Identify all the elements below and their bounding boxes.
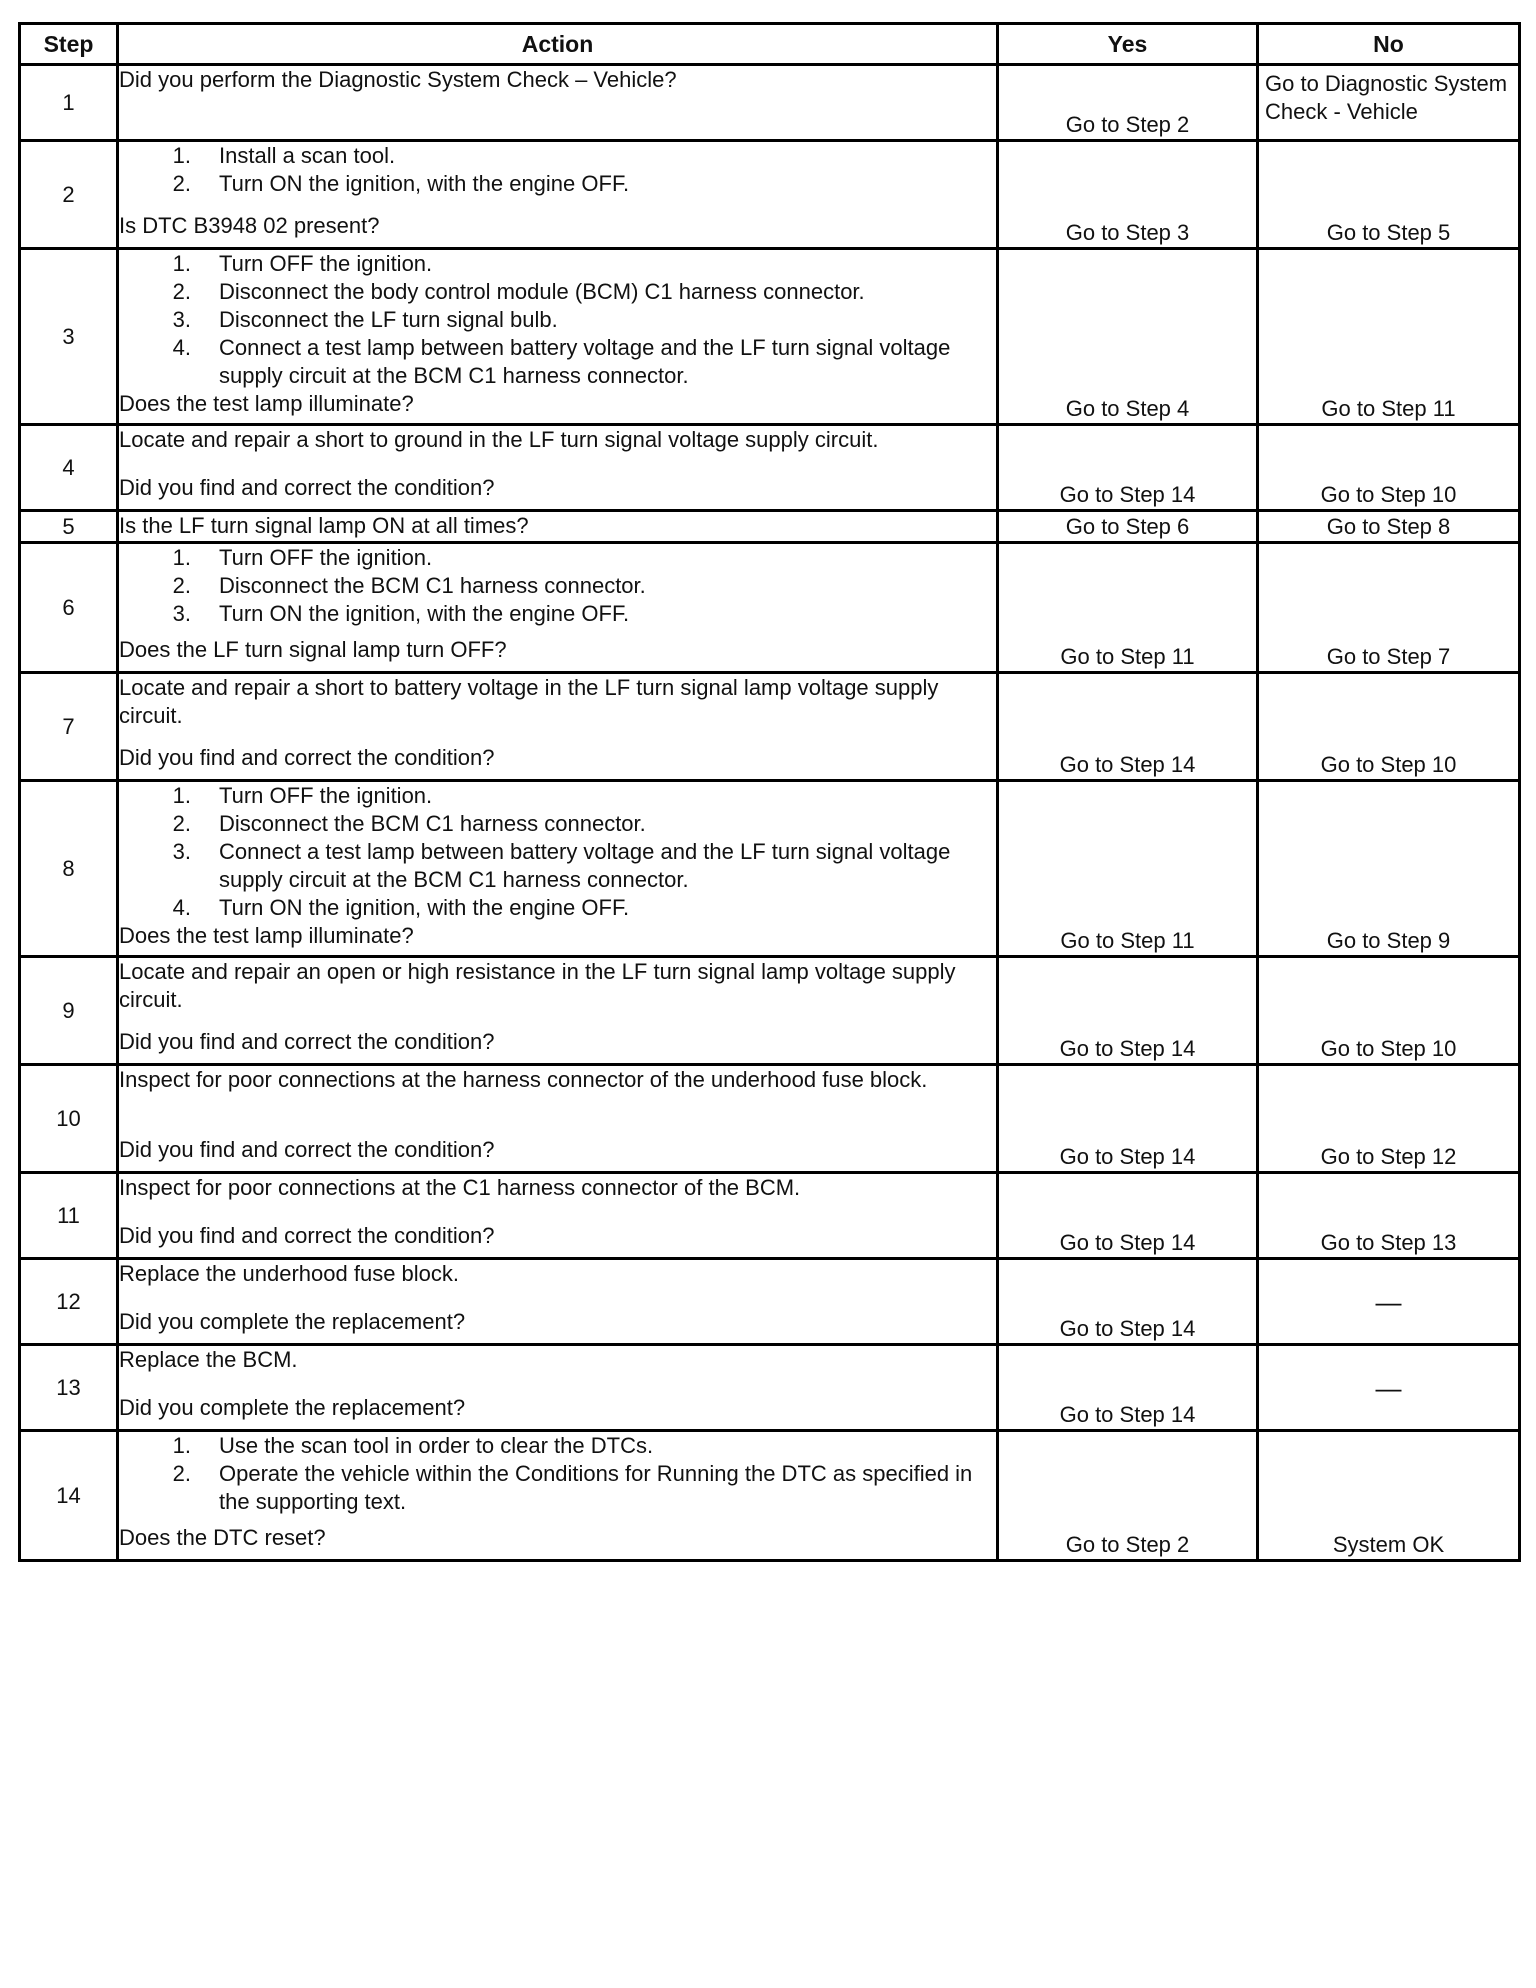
- instruction-text: Turn ON the ignition, with the engine OFF.: [219, 895, 630, 920]
- yes-result: Go to Step 4: [998, 249, 1258, 425]
- yes-result: Go to Step 11: [998, 543, 1258, 673]
- instruction-number: 1.: [172, 143, 191, 168]
- step-number: 2: [20, 141, 118, 249]
- action-content: [119, 1260, 996, 1336]
- no-result: Go to Step 11: [1258, 249, 1520, 425]
- table-row: [20, 425, 1520, 511]
- action-cell: [118, 781, 998, 957]
- action-content: [119, 142, 996, 240]
- instruction-number: 3.: [172, 839, 191, 864]
- instruction-number: 2.: [172, 573, 191, 598]
- action-question: Did you find and correct the condition?: [119, 1223, 495, 1248]
- instruction-item: [119, 170, 996, 198]
- action-content: [119, 1066, 996, 1164]
- no-result: Go to Step 13: [1258, 1173, 1520, 1259]
- yes-result: Go to Step 2: [998, 65, 1258, 141]
- action-instructions: [119, 782, 996, 922]
- instruction-text: Install a scan tool.: [219, 143, 396, 168]
- no-result: System OK: [1258, 1431, 1520, 1561]
- action-instructions: [119, 426, 996, 454]
- instruction-list: [119, 782, 996, 922]
- instruction-number: 2.: [172, 811, 191, 836]
- step-number: 7: [20, 673, 118, 781]
- action-instructions: [119, 250, 996, 390]
- action-instructions: [119, 1260, 996, 1288]
- action-content: [119, 512, 996, 538]
- yes-result: Go to Step 14: [998, 957, 1258, 1065]
- instruction-number: 3.: [172, 307, 191, 332]
- instruction-number: 2.: [172, 171, 191, 196]
- yes-result: Go to Step 14: [998, 1259, 1258, 1345]
- action-content: [119, 426, 996, 502]
- step-number: 11: [20, 1173, 118, 1259]
- step-number: 13: [20, 1345, 118, 1431]
- no-result: Go to Step 12: [1258, 1065, 1520, 1173]
- instruction-item: [119, 544, 996, 572]
- table-row: [20, 1065, 1520, 1173]
- instruction-text: Disconnect the body control module (BCM) C1 harness connector.: [219, 279, 865, 304]
- step-number: 10: [20, 1065, 118, 1173]
- action-question: Did you find and correct the condition?: [119, 475, 495, 500]
- table-row: [20, 511, 1520, 543]
- header-row: [20, 24, 1520, 65]
- header-no: No: [1258, 24, 1520, 65]
- action-question: Did you find and correct the condition?: [119, 1029, 495, 1054]
- instruction-text: Turn ON the ignition, with the engine OFF.: [219, 171, 630, 196]
- action-cell: [118, 511, 998, 543]
- instruction-list: [119, 250, 996, 390]
- action-instructions: [119, 674, 996, 730]
- action-instructions: [119, 958, 996, 1014]
- action-instructions: [119, 1066, 996, 1094]
- step-number: 1: [20, 65, 118, 141]
- action-instructions: [119, 1346, 996, 1374]
- action-content: [119, 66, 996, 132]
- table-row: [20, 1431, 1520, 1561]
- action-question: Is DTC B3948 02 present?: [119, 213, 380, 238]
- action-content: [119, 544, 996, 664]
- yes-result: Go to Step 14: [998, 1345, 1258, 1431]
- header-step: Step: [20, 24, 118, 65]
- action-question: Did you find and correct the condition?: [119, 745, 495, 770]
- instruction-item: [119, 250, 996, 278]
- action-instructions: [119, 1174, 996, 1202]
- table-row: [20, 249, 1520, 425]
- action-question: Did you complete the replacement?: [119, 1309, 466, 1334]
- instruction-item: [119, 1460, 996, 1516]
- table-row: [20, 781, 1520, 957]
- action-question: Does the LF turn signal lamp turn OFF?: [119, 637, 507, 662]
- action-question: Does the DTC reset?: [119, 1525, 326, 1550]
- action-text: Did you perform the Diagnostic System Check – Vehicle?: [119, 67, 677, 92]
- instruction-number: 3.: [172, 601, 191, 626]
- instruction-text: Disconnect the LF turn signal bulb.: [219, 307, 558, 332]
- no-result: Go to Diagnostic System Check - Vehicle: [1258, 65, 1520, 141]
- yes-result: Go to Step 6: [998, 511, 1258, 543]
- step-number: 12: [20, 1259, 118, 1345]
- instruction-item: [119, 142, 996, 170]
- step-number: 3: [20, 249, 118, 425]
- instruction-number: 2.: [172, 1461, 191, 1486]
- action-cell: [118, 1431, 998, 1561]
- instruction-text: Disconnect the BCM C1 harness connector.: [219, 573, 646, 598]
- table-row: [20, 957, 1520, 1065]
- action-text: Locate and repair a short to ground in the LF turn signal voltage supply circuit.: [119, 427, 879, 452]
- yes-result: Go to Step 3: [998, 141, 1258, 249]
- instruction-item: [119, 894, 996, 922]
- action-content: [119, 782, 996, 948]
- yes-result: Go to Step 14: [998, 425, 1258, 511]
- action-cell: [118, 249, 998, 425]
- instruction-text: Connect a test lamp between battery voltage and the LF turn signal voltage supply circuit at the BCM C1 harness connector.: [219, 335, 951, 388]
- action-content: [119, 1432, 996, 1552]
- step-number: 5: [20, 511, 118, 543]
- action-question: Does the test lamp illuminate?: [119, 391, 414, 416]
- instruction-text: Turn OFF the ignition.: [219, 251, 433, 276]
- instruction-item: [119, 334, 996, 390]
- action-cell: [118, 141, 998, 249]
- instruction-item: [119, 572, 996, 600]
- instruction-item: [119, 838, 996, 894]
- diagnostic-table: [18, 22, 1521, 1562]
- action-cell: [118, 1173, 998, 1259]
- table-body: [20, 65, 1520, 1561]
- instruction-number: 4.: [172, 335, 191, 360]
- instruction-text: Connect a test lamp between battery voltage and the LF turn signal voltage supply circuit at the BCM C1 harness connector.: [219, 839, 951, 892]
- yes-result: Go to Step 2: [998, 1431, 1258, 1561]
- action-cell: [118, 957, 998, 1065]
- step-number: 9: [20, 957, 118, 1065]
- no-result: Go to Step 5: [1258, 141, 1520, 249]
- table-row: [20, 1345, 1520, 1431]
- action-content: [119, 674, 996, 772]
- instruction-number: 1.: [172, 545, 191, 570]
- action-text: Inspect for poor connections at the C1 harness connector of the BCM.: [119, 1175, 801, 1200]
- instruction-list: [119, 1432, 996, 1516]
- instruction-number: 4.: [172, 895, 191, 920]
- no-result: Go to Step 9: [1258, 781, 1520, 957]
- no-result: —: [1258, 1345, 1520, 1431]
- yes-result: Go to Step 14: [998, 673, 1258, 781]
- instruction-text: Disconnect the BCM C1 harness connector.: [219, 811, 646, 836]
- instruction-list: [119, 142, 996, 198]
- action-cell: [118, 673, 998, 781]
- action-instructions: [119, 142, 996, 198]
- yes-result: Go to Step 11: [998, 781, 1258, 957]
- header-action: Action: [118, 24, 998, 65]
- instruction-item: [119, 1432, 996, 1460]
- instruction-item: [119, 782, 996, 810]
- action-question: Did you find and correct the condition?: [119, 1137, 495, 1162]
- instruction-text: Operate the vehicle within the Conditions for Running the DTC as specified in the supporting text.: [219, 1461, 973, 1514]
- step-number: 8: [20, 781, 118, 957]
- action-instructions: [119, 66, 996, 94]
- instruction-number: 2.: [172, 279, 191, 304]
- action-cell: [118, 425, 998, 511]
- instruction-list: [119, 544, 996, 628]
- instruction-number: 1.: [172, 783, 191, 808]
- action-content: [119, 958, 996, 1056]
- action-content: [119, 1174, 996, 1250]
- table-row: [20, 1259, 1520, 1345]
- no-result: —: [1258, 1259, 1520, 1345]
- no-result: Go to Step 10: [1258, 673, 1520, 781]
- header-yes: Yes: [998, 24, 1258, 65]
- action-question: Did you complete the replacement?: [119, 1395, 466, 1420]
- instruction-number: 1.: [172, 1433, 191, 1458]
- action-question: Does the test lamp illuminate?: [119, 923, 414, 948]
- action-text: Inspect for poor connections at the harness connector of the underhood fuse block.: [119, 1067, 928, 1092]
- action-text: Locate and repair an open or high resistance in the LF turn signal lamp voltage supply circuit.: [119, 959, 956, 1012]
- action-text: Replace the BCM.: [119, 1347, 298, 1372]
- instruction-item: [119, 600, 996, 628]
- action-cell: [118, 1259, 998, 1345]
- table-row: [20, 543, 1520, 673]
- action-text: Replace the underhood fuse block.: [119, 1261, 460, 1286]
- yes-result: Go to Step 14: [998, 1065, 1258, 1173]
- step-number: 14: [20, 1431, 118, 1561]
- instruction-item: [119, 306, 996, 334]
- no-result: Go to Step 7: [1258, 543, 1520, 673]
- yes-result: Go to Step 14: [998, 1173, 1258, 1259]
- action-content: [119, 250, 996, 416]
- no-result: Go to Step 8: [1258, 511, 1520, 543]
- table-row: [20, 673, 1520, 781]
- instruction-item: [119, 278, 996, 306]
- action-cell: [118, 65, 998, 141]
- instruction-text: Turn OFF the ignition.: [219, 783, 433, 808]
- table-row: [20, 141, 1520, 249]
- step-number: 4: [20, 425, 118, 511]
- action-instructions: [119, 544, 996, 628]
- instruction-number: 1.: [172, 251, 191, 276]
- table-row: [20, 1173, 1520, 1259]
- action-cell: [118, 1065, 998, 1173]
- instruction-text: Turn OFF the ignition.: [219, 545, 433, 570]
- instruction-text: Use the scan tool in order to clear the DTCs.: [219, 1433, 654, 1458]
- action-instructions: [119, 512, 996, 540]
- no-result: Go to Step 10: [1258, 957, 1520, 1065]
- action-content: [119, 1346, 996, 1422]
- step-number: 6: [20, 543, 118, 673]
- action-text: Locate and repair a short to battery voltage in the LF turn signal lamp voltage supply circuit.: [119, 675, 939, 728]
- action-cell: [118, 543, 998, 673]
- action-text: Is the LF turn signal lamp ON at all times?: [119, 513, 529, 538]
- action-instructions: [119, 1432, 996, 1516]
- action-cell: [118, 1345, 998, 1431]
- table-row: [20, 65, 1520, 141]
- instruction-text: Turn ON the ignition, with the engine OFF.: [219, 601, 630, 626]
- instruction-item: [119, 810, 996, 838]
- no-result: Go to Step 10: [1258, 425, 1520, 511]
